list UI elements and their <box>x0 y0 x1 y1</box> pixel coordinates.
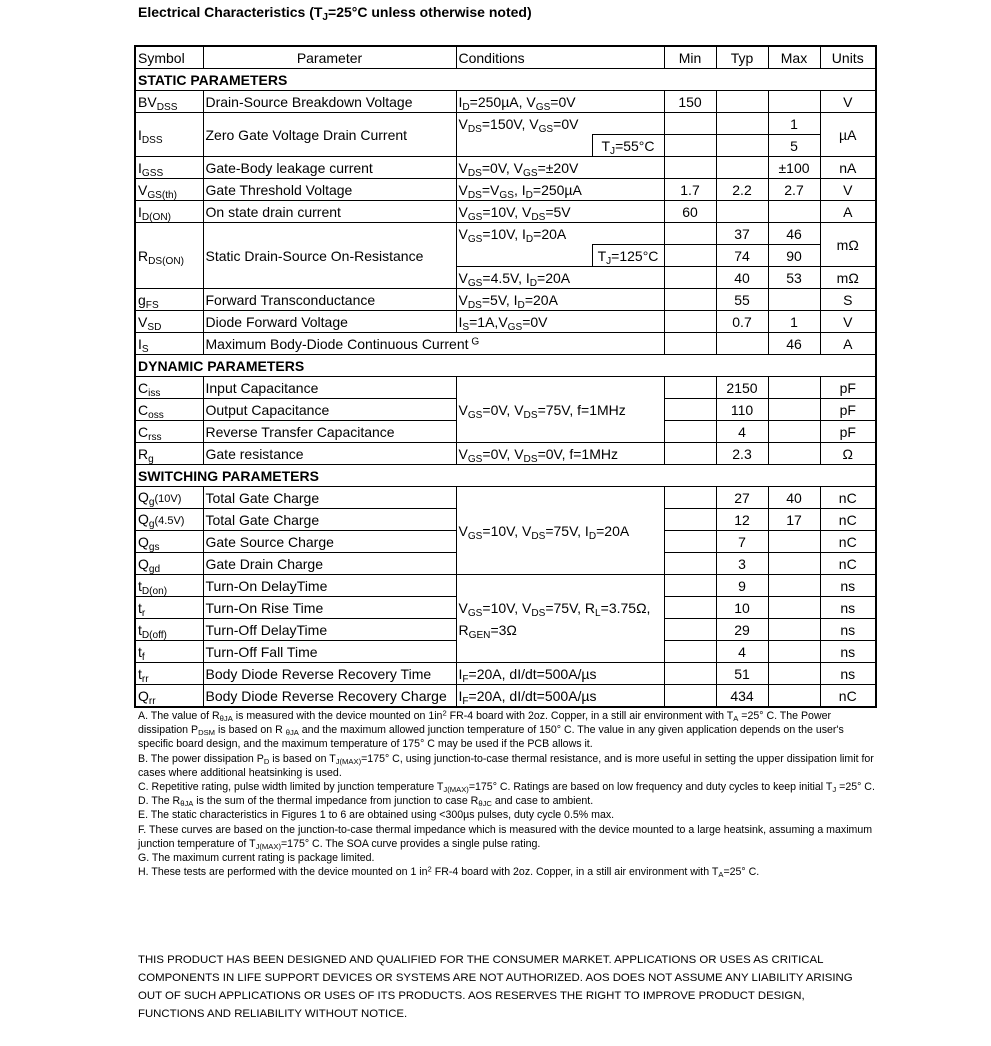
footnote: H. These tests are performed with the device mounted on 1 $in^2$ FR-4 board with 2oz. Copper, in a still air environment with $T_A=25^\circ$ C. <box>138 864 760 880</box>
symbol-cell: $V_{GS(th)}$ <box>135 179 203 201</box>
section-static: STATIC PARAMETERS <box>135 69 876 91</box>
typ-cell <box>716 113 768 135</box>
header-conditions: Conditions <box>456 46 664 69</box>
table-row <box>135 223 876 245</box>
units-cell: S <box>820 289 876 311</box>
typ-cell <box>716 201 768 223</box>
units-cell: A <box>820 333 876 355</box>
typ-cell: 4 <box>716 421 768 443</box>
typ-cell: 55 <box>716 289 768 311</box>
max-cell <box>768 619 820 641</box>
symbol-cell: $C_{rss}$ <box>135 421 203 443</box>
conditions-cell: $V_{DS}=0V$, $V_{GS}=\pm 20V$ <box>456 157 664 179</box>
conditions-cell: $V_{DS}=V_{GS}$, $I_D=250\mu A$ <box>456 179 664 201</box>
parameter-cell: Total Gate Charge <box>203 487 456 509</box>
max-cell: ±100 <box>768 157 820 179</box>
typ-cell: 0.7 <box>716 311 768 333</box>
symbol-cell: $t_{rr}$ <box>135 663 203 685</box>
footnote: F. These curves are based on the junction-to-case thermal impedance which is measured with the device mounted to a large heatsink, assuming a maximum junction temperature of $T_{J(MAX)}=175^\circ$ C. The SOA curve provides a single pulse rating. <box>138 823 873 851</box>
conditions-cell: $V_{GS}=10V$, $V_{DS}=75V$, $I_D=20A$ <box>456 487 664 575</box>
min-cell <box>664 267 716 289</box>
parameter-cell: Reverse Transfer Capacitance <box>203 421 456 443</box>
symbol-cell: $BV_{DSS}$ <box>135 91 203 113</box>
units-cell: mΩ <box>820 267 876 289</box>
footnote: C. Repetitive rating, pulse width limited by junction temperature $T_{J(MAX)}=175^\circ$ C. Ratings are based on low frequency and duty cycles to keep initial $T_J =25^\circ$ C. <box>138 781 875 795</box>
min-cell <box>664 113 716 135</box>
typ-cell <box>664 333 716 355</box>
min-cell <box>664 377 716 399</box>
conditions-spacer <box>456 245 592 267</box>
units-cell: ns <box>820 663 876 685</box>
units-cell: ns <box>820 619 876 641</box>
symbol-cell: $Q_g(4.5V)$ <box>135 509 203 531</box>
symbol-cell: $g_{FS}$ <box>135 289 203 311</box>
parameter-cell: Output Capacitance <box>203 399 456 421</box>
max-cell <box>768 553 820 575</box>
max-cell: 17 <box>768 509 820 531</box>
section-switching: SWITCHING PARAMETERS <box>135 465 876 487</box>
typ-cell: 10 <box>716 597 768 619</box>
footnote: D. The $R_{\theta JA}$ is the sum of the thermal impedance from junction to case $R_{\theta JC}$ and case to ambient. <box>138 795 594 809</box>
max-cell: 40 <box>768 487 820 509</box>
parameter-cell: Zero Gate Voltage Drain Current <box>203 113 456 157</box>
max-cell <box>768 663 820 685</box>
units-cell: nA <box>820 157 876 179</box>
parameter-cell: Gate Threshold Voltage <box>203 179 456 201</box>
table-header-row <box>135 46 876 69</box>
symbol-cell: $Q_{rr}$ <box>135 685 203 708</box>
min-cell <box>664 487 716 509</box>
symbol-cell: $t_r$ <box>135 597 203 619</box>
symbol-cell: $R_{DS(ON)}$ <box>135 223 203 289</box>
typ-cell: 110 <box>716 399 768 421</box>
max-cell: 90 <box>768 245 820 267</box>
table-row <box>135 377 876 399</box>
typ-cell: 2150 <box>716 377 768 399</box>
footnote: G. The maximum current rating is package limited. <box>138 852 375 865</box>
symbol-cell: $V_{SD}$ <box>135 311 203 333</box>
table-row <box>135 685 876 708</box>
min-cell <box>664 597 716 619</box>
max-cell <box>768 399 820 421</box>
parameter-cell: Total Gate Charge <box>203 509 456 531</box>
max-cell: 46 <box>768 223 820 245</box>
typ-cell: 2.3 <box>716 443 768 465</box>
table-row <box>135 179 876 201</box>
header-max: Max <box>768 46 820 69</box>
max-cell <box>768 201 820 223</box>
typ-cell: 74 <box>716 245 768 267</box>
typ-cell: 27 <box>716 487 768 509</box>
conditions-temperature: $T_J=55^\circ C$ <box>592 135 664 157</box>
parameter-cell: Input Capacitance <box>203 377 456 399</box>
section-row-dynamic <box>135 355 876 377</box>
min-cell <box>664 641 716 663</box>
min-cell <box>664 663 716 685</box>
min-cell: 150 <box>664 91 716 113</box>
symbol-cell: $Q_{gs}$ <box>135 531 203 553</box>
units-cell: V <box>820 311 876 333</box>
disclaimer-line: OUT OF SUCH APPLICATIONS OR USES OF ITS PRODUCTS. AOS RESERVES THE RIGHT TO IMPROVE PRODUCT DESIGN, <box>138 990 805 1002</box>
min-cell <box>664 223 716 245</box>
max-cell <box>768 575 820 597</box>
units-cell: pF <box>820 399 876 421</box>
min-cell <box>664 685 716 708</box>
footnotes <box>138 709 878 879</box>
typ-cell: 3 <box>716 553 768 575</box>
parameter-cell: Static Drain-Source On-Resistance <box>203 223 456 289</box>
max-cell <box>768 443 820 465</box>
min-cell <box>664 289 716 311</box>
header-parameter: Parameter <box>203 46 456 69</box>
table-row <box>135 91 876 113</box>
disclaimer-line: COMPONENTS IN LIFE SUPPORT DEVICES OR SYSTEMS ARE NOT AUTHORIZED. AOS DOES NOT ASSUME ANY LIABILITY ARISING <box>138 972 853 984</box>
typ-cell: 29 <box>716 619 768 641</box>
conditions-cell: $I_D=250\mu A$, $V_{GS}=0V$ <box>456 91 664 113</box>
conditions-cell: $I_F=20A$, dI/dt=500A/µs <box>456 685 664 708</box>
symbol-cell: $I_S$ <box>135 333 203 355</box>
max-cell: 2.7 <box>768 179 820 201</box>
units-cell: Ω <box>820 443 876 465</box>
typ-cell: 4 <box>716 641 768 663</box>
table-row <box>135 443 876 465</box>
header-units: Units <box>820 46 876 69</box>
max-cell <box>768 597 820 619</box>
table-row <box>135 333 876 355</box>
min-cell <box>664 509 716 531</box>
max-cell <box>768 685 820 708</box>
disclaimer <box>138 951 898 1023</box>
conditions-cell: $V_{DS}=5V$, $I_D=20A$ <box>456 289 664 311</box>
min-cell <box>664 443 716 465</box>
parameter-cell: Turn-Off Fall Time <box>203 641 456 663</box>
min-cell: 60 <box>664 201 716 223</box>
units-cell: ns <box>820 641 876 663</box>
typ-cell: 2.2 <box>716 179 768 201</box>
typ-cell <box>716 91 768 113</box>
min-cell <box>664 399 716 421</box>
units-cell: µA <box>820 113 876 157</box>
header-typ: Typ <box>716 46 768 69</box>
parameter-cell: Gate resistance <box>203 443 456 465</box>
parameter-cell: Gate Drain Charge <box>203 553 456 575</box>
typ-cell: 434 <box>716 685 768 708</box>
parameter-cell: Gate Source Charge <box>203 531 456 553</box>
parameter-cell: Forward Transconductance <box>203 289 456 311</box>
parameter-cell: Gate-Body leakage current <box>203 157 456 179</box>
max-cell <box>768 531 820 553</box>
parameter-cell: Body Diode Reverse Recovery Charge <box>203 685 456 708</box>
symbol-cell: $t_{D(on)}$ <box>135 575 203 597</box>
table-row <box>135 113 876 135</box>
max-cell <box>768 641 820 663</box>
conditions-temperature: $T_J=125^\circ C$ <box>592 245 664 267</box>
units-cell: ns <box>820 597 876 619</box>
parameter-cell: Body Diode Reverse Recovery Time <box>203 663 456 685</box>
units-cell: mΩ <box>820 223 876 267</box>
units-cell: V <box>820 179 876 201</box>
typ-cell <box>716 157 768 179</box>
typ-cell: 40 <box>716 267 768 289</box>
typ-cell <box>716 333 768 355</box>
conditions-cell: $V_{GS}=10V$, $I_D=20A$ <box>456 223 664 245</box>
section-dynamic: DYNAMIC PARAMETERS <box>135 355 876 377</box>
units-cell: nC <box>820 685 876 708</box>
min-cell <box>664 245 716 267</box>
conditions-cell: $I_F=20A$, dI/dt=500A/µs <box>456 663 664 685</box>
symbol-cell: $I_{GSS}$ <box>135 157 203 179</box>
min-cell <box>664 619 716 641</box>
max-cell <box>768 421 820 443</box>
symbol-cell: $Q_{gd}$ <box>135 553 203 575</box>
typ-cell: 51 <box>716 663 768 685</box>
symbol-cell: $I_{D(ON)}$ <box>135 201 203 223</box>
typ-cell: 37 <box>716 223 768 245</box>
disclaimer-line: THIS PRODUCT HAS BEEN DESIGNED AND QUALIFIED FOR THE CONSUMER MARKET. APPLICATIONS OR USES AS CRITICAL <box>138 954 824 966</box>
table-row <box>135 575 876 597</box>
units-cell: nC <box>820 509 876 531</box>
symbol-cell: $I_{DSS}$ <box>135 113 203 157</box>
conditions-cell: $I_S=1A,V_{GS}=0V$ <box>456 311 664 333</box>
table-row <box>135 289 876 311</box>
parameter-cell: Diode Forward Voltage <box>203 311 456 333</box>
max-cell: 46 <box>768 333 820 355</box>
units-cell: pF <box>820 421 876 443</box>
footnote: B. The power dissipation $P_D$ is based on $T_{J(MAX)}=175^\circ$ C, using junction-to-case thermal resistance, and is more useful in setting the upper dissipation limit for cases where additional heatsinking is used. <box>138 752 874 779</box>
parameter-cell: Drain-Source Breakdown Voltage <box>203 91 456 113</box>
max-cell: 1 <box>768 113 820 135</box>
disclaimer-line: FUNCTIONS AND RELIABILITY WITHOUT NOTICE. <box>138 1008 408 1020</box>
symbol-cell: $C_{iss}$ <box>135 377 203 399</box>
min-cell <box>664 575 716 597</box>
max-cell: 5 <box>768 135 820 157</box>
conditions-cell: $V_{GS}=10V$, $V_{DS}=5V$ <box>456 201 664 223</box>
units-cell: nC <box>820 531 876 553</box>
typ-cell: 7 <box>716 531 768 553</box>
parameter-cell: Maximum Body-Diode Continuous Current $^G$ <box>203 333 664 355</box>
symbol-cell: $R_g$ <box>135 443 203 465</box>
max-cell <box>768 289 820 311</box>
units-cell: A <box>820 201 876 223</box>
parameter-cell: Turn-Off DelayTime <box>203 619 456 641</box>
table-row <box>135 663 876 685</box>
section-row-switching <box>135 465 876 487</box>
footnote: E. The static characteristics in Figures 1 to 6 are obtained using <300µs pulses, duty cycle 0.5% max. <box>138 809 615 822</box>
symbol-cell: $C_{oss}$ <box>135 399 203 421</box>
symbol-cell: $t_{D(off)}$ <box>135 619 203 641</box>
min-cell <box>664 421 716 443</box>
header-symbol: Symbol <box>135 46 203 69</box>
conditions-cell: $V_{GS}=10V$, $V_{DS}=75V$, $R_L=3.75\Omega$, $R_{GEN}=3\Omega$ <box>456 575 664 663</box>
conditions-cell: $V_{GS}=4.5V$, $I_D=20A$ <box>456 267 664 289</box>
min-cell <box>664 135 716 157</box>
typ-cell: 12 <box>716 509 768 531</box>
min-cell: 1.7 <box>664 179 716 201</box>
table-row <box>135 157 876 179</box>
units-cell: nC <box>820 487 876 509</box>
header-min: Min <box>664 46 716 69</box>
units-cell: ns <box>820 575 876 597</box>
table-row <box>135 487 876 509</box>
section-row-static <box>135 69 876 91</box>
table-title: Electrical Characteristics ($T_J=25^\circ C$ unless otherwise noted) <box>138 4 532 23</box>
min-cell <box>664 157 716 179</box>
conditions-cell: $V_{GS}=0V$, $V_{DS}=0V$, f=1MHz <box>456 443 664 465</box>
max-cell: 1 <box>768 311 820 333</box>
typ-cell: 9 <box>716 575 768 597</box>
parameter-cell: Turn-On DelayTime <box>203 575 456 597</box>
electrical-characteristics-table <box>134 45 877 708</box>
table-row <box>135 201 876 223</box>
symbol-cell: $t_f$ <box>135 641 203 663</box>
conditions-cell: $V_{GS}=0V$, $V_{DS}=75V$, f=1MHz <box>456 377 664 443</box>
conditions-spacer <box>456 135 592 157</box>
max-cell <box>768 91 820 113</box>
max-cell <box>768 377 820 399</box>
symbol-cell: $Q_g(10V)$ <box>135 487 203 509</box>
table-row <box>135 311 876 333</box>
min-cell <box>664 531 716 553</box>
typ-cell <box>716 135 768 157</box>
min-cell <box>664 553 716 575</box>
min-cell <box>664 311 716 333</box>
conditions-cell: $V_{DS}=150V$, $V_{GS}=0V$ <box>456 113 664 135</box>
units-cell: nC <box>820 553 876 575</box>
units-cell: pF <box>820 377 876 399</box>
units-cell: V <box>820 91 876 113</box>
max-cell: 53 <box>768 267 820 289</box>
footnote: A. The value of $R_{\theta JA}$ is measured with the device mounted on $1in^2$ FR-4 board with 2oz. Copper, in a still air environment with $T_A =25^\circ$ C. The Power dissipation $P_{DSM}$ is based on R $_{\theta JA}$ and the maximum allowed junction temperature of 150° C. The value in any given application depends on the user's specific board design, and the maximum temperature of 175° C may be used if the PCB allows it. <box>138 708 844 751</box>
parameter-cell: Turn-On Rise Time <box>203 597 456 619</box>
parameter-cell: On state drain current <box>203 201 456 223</box>
